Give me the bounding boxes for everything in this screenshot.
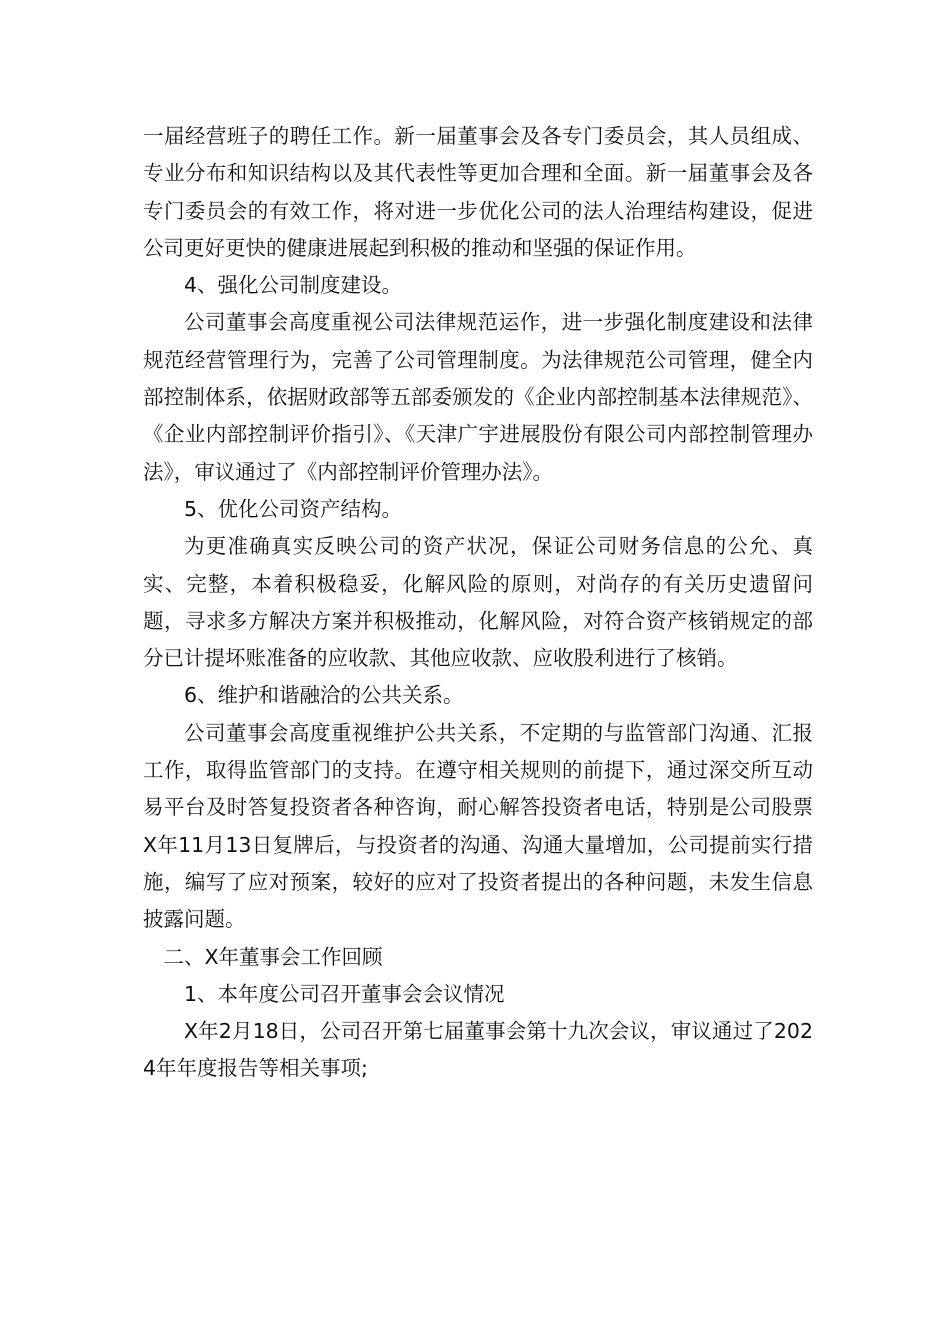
section-heading-board-review: 二、X年董事会工作回顾 (163, 944, 383, 969)
paragraph-board-appointment: 一届经营班子的聘任工作。新一届董事会及各专门委员会，其人员组成、专业分布和知识结构以及其代表性等更加合理和全面。新一届董事会及各专门委员会的有效工作，将对进一步优化公司的法人治理结构建设，促进公司更好更快的健康进展起到积极的推动和坚强的保证作用。 (143, 124, 813, 260)
document-body (143, 118, 813, 1088)
heading-public-relations: 6、维护和谐融洽的公共关系。 (184, 683, 464, 708)
heading-board-meetings: 1、本年度公司召开董事会会议情况 (184, 981, 505, 1006)
heading-institution-building: 4、强化公司制度建设。 (184, 273, 403, 298)
heading-asset-structure: 5、优化公司资产结构。 (184, 496, 403, 521)
paragraph-board-meeting-feb: X年2月18日，公司召开第七届董事会第十九次会议，审议通过了2024年年度报告等相关事项; (143, 1019, 813, 1081)
paragraph-public-relations: 公司董事会高度重视维护公共关系，不定期的与监管部门沟通、汇报工作，取得监管部门的支持。在遵守相关规则的前提下，通过深交所互动易平台及时答复投资者各种咨询，耐心解答投资者电话，特别是公司股票X年11月13日复牌后，与投资者的沟通、沟通大量增加，公司提前实行措施，编写了应对预案，较好的应对了投资者提出的各种问题，未发生信息披露问题。 (143, 720, 813, 932)
paragraph-asset-structure: 为更准确真实反映公司的资产状况，保证公司财务信息的公允、真实、完整，本着积极稳妥，化解风险的原则，对尚存的有关历史遗留问题，寻求多方解决方案并积极推动，化解风险，对符合资产核销规定的部分已计提坏账准备的应收款、其他应收款、应收股利进行了核销。 (143, 534, 813, 671)
paragraph-institution-building: 公司董事会高度重视公司法律规范运作，进一步强化制度建设和法律规范经营管理行为，完善了公司管理制度。为法律规范公司管理，健全内部控制体系，依据财政部等五部委颁发的《企业内部控制基本法律规范》、《企业内部控制评价指引》、《天津广宇进展股份有限公司内部控制管理办法》，审议通过了《内部控制评价管理办法》。 (143, 310, 813, 484)
